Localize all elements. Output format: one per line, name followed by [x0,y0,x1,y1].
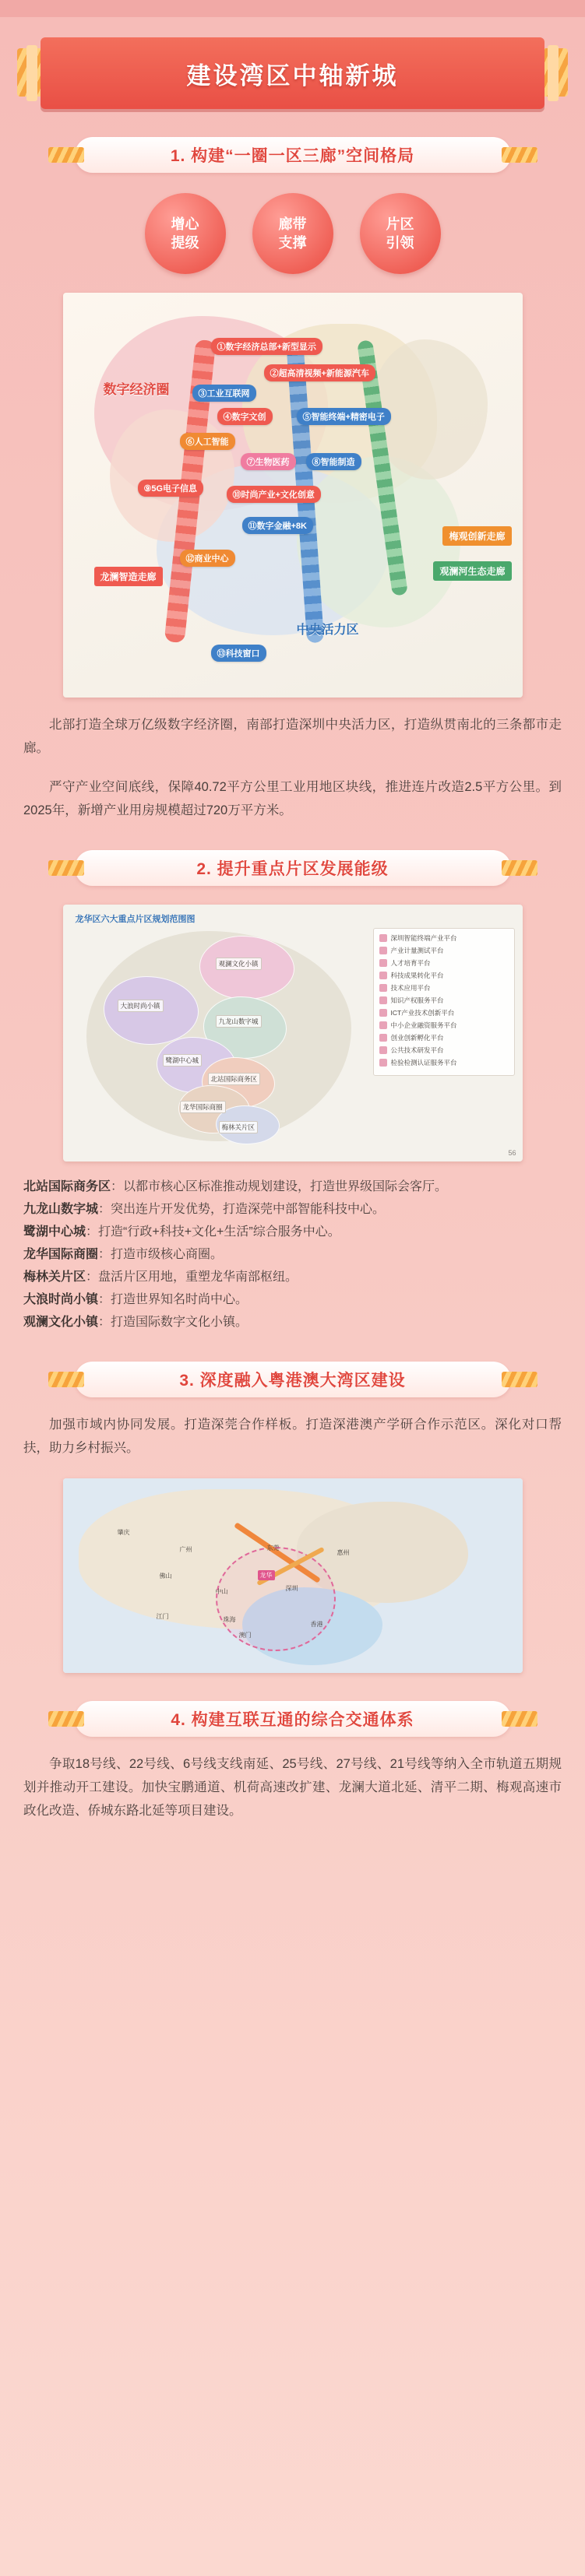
legend-dot-icon [379,1046,387,1054]
figure-key-districts-map [63,905,523,1161]
pill-2-line2: 支撑 [278,235,307,251]
map1-tag-5: ⑤智能终端+精密电子 [297,408,391,425]
section-heading-2 [75,850,511,886]
map1-tag-2: ②超高清视频+新能源汽车 [264,364,375,381]
legend-item-4 [379,983,509,993]
map1-tag-6: ⑥人工智能 [180,433,235,450]
map2-label-beizhan: 北站国际商务区 [208,1073,261,1085]
figure-greater-bay-area-map [63,1478,523,1673]
page-title: 建设湾区中轴新城 [186,62,399,90]
pill-1 [145,193,226,274]
bullet-name-3: 龙华国际商圈 [23,1248,99,1261]
pill-1-line1: 增心 [171,216,199,232]
map1-label-meiguan-corridor: 梅观创新走廊 [442,526,511,546]
list-item [23,1311,562,1334]
legend-item-9 [379,1046,509,1055]
map3-bay-area-ring [216,1547,336,1651]
section-4-paragraph-1: 争取18号线、22号线、6号线支线南延、25号线、27号线、21号线等纳入全市轨道五期规划并推动开工建设。加快宝鹏通道、机荷高速改扩建、龙澜大道北延、清平二期、梅观高速市政化改造、侨城东路北延等项目建设。 [23,1757,562,1818]
banner-ribbon [41,37,544,109]
map2-label-dalang: 大浪时尚小镇 [118,1000,164,1012]
bullet-name-2: 鹭湖中心城 [23,1225,86,1239]
legend-dot-icon [379,1059,387,1067]
section-1-paragraph-1: 北部打造全球万亿级数字经济圈，南部打造深圳中央活力区，打造纵贯南北的三条都市走廊。 [23,718,562,755]
section-heading-2-label: 2. 提升重点片区发展能级 [196,860,389,878]
map1-label-central-activity-zone: 中央活力区 [296,624,359,637]
pill-3-line1: 片区 [386,216,414,232]
legend-dot-icon [379,1009,387,1017]
map3-canvas [63,1478,523,1673]
pill-2 [252,193,333,274]
legend-dot-icon [379,996,387,1004]
legend-item-7 [379,1021,509,1030]
top-strip [0,0,585,17]
map1-tag-7: ⑦生物医药 [241,453,296,470]
list-item [23,1221,562,1243]
legend-label-2: 人才培育平台 [390,959,431,967]
list-item [23,1266,562,1288]
map1-tag-4: ④数字文创 [217,408,273,425]
map1-label-guanlan-eco-corridor: 观澜河生态走廊 [433,561,511,581]
map1-tag-8: ⑧智能制造 [306,453,361,470]
legend-dot-icon [379,984,387,992]
section-heading-4-label: 4. 构建互联互通的综合交通体系 [171,1711,414,1729]
map1-tag-10: ⑩时尚产业+文化创意 [227,486,321,503]
section-heading-1-label: 1. 构建“一圈一区三廊”空间格局 [170,147,415,165]
legend-item-6 [379,1008,509,1017]
map3-label-hongkong: 香港 [310,1621,323,1628]
list-item [23,1176,562,1198]
map1-tag-12: ⑫商业中心 [180,550,235,567]
legend-item-10 [379,1058,509,1067]
page-banner [17,37,568,109]
map3-label-foshan: 佛山 [159,1573,172,1580]
bullet-text-0: ：以都市核心区标准推动规划建设，打造世界级国际会客厅。 [111,1180,448,1193]
bullet-name-0: 北站国际商务区 [23,1180,111,1193]
legend-label-0: 深圳智能终端产业平台 [390,934,457,942]
map2-label-jiulongshan: 九龙山数字城 [216,1015,262,1028]
section-heading-3-label: 3. 深度融入粤港澳大湾区建设 [179,1372,406,1390]
map1-tag-9: ⑨5G电子信息 [138,480,204,497]
legend-label-3: 科技成果转化平台 [390,972,444,979]
bullet-name-4: 梅林关片区 [23,1270,86,1284]
legend-item-0 [379,933,509,943]
bullet-name-5: 大浪时尚小镇 [23,1293,99,1306]
legend-dot-icon [379,947,387,954]
map3-label-zhuhai: 珠海 [223,1616,236,1623]
map2-label-guanlan: 观澜文化小镇 [216,958,262,970]
figure-spatial-pattern-map [63,293,523,698]
map3-label-shenzhen: 深圳 [285,1585,298,1592]
map1-tag-3: ③工业互联网 [192,385,256,402]
legend-item-2 [379,958,509,968]
map3-label-huizhou: 惠州 [337,1549,350,1556]
section-3-paragraph-1: 加强市域内协同发展。打造深莞合作样板。打造深港澳产学研合作示范区。深化对口帮扶，助力乡村振兴。 [23,1418,562,1455]
section-heading-1 [75,137,511,173]
bullet-name-1: 九龙山数字城 [23,1203,99,1216]
map1-tag-1: ①数字经济总部+新型显示 [211,338,322,355]
list-item [23,1198,562,1221]
legend-label-5: 知识产权服务平台 [390,996,444,1004]
legend-item-3 [379,971,509,980]
legend-label-7: 中小企业融资服务平台 [390,1021,457,1029]
bullet-text-3: ：打造市级核心商圈。 [98,1248,224,1261]
map2-label-longhua-business: 龙华国际商圈 [180,1101,226,1113]
bullet-text-6: ：打造国际数字文化小镇。 [98,1316,248,1329]
legend-label-6: ICT产业技术创新平台 [390,1009,455,1017]
map3-label-guangzhou: 广州 [179,1546,192,1553]
map1-label-digital-economy-circle: 数字经济圈 [103,382,170,397]
map2-canvas [63,905,523,1161]
map1-canvas [63,293,523,698]
map3-label-macau: 澳门 [238,1632,252,1639]
map2-title: 龙华区六大重点片区规划范围图 [75,915,196,924]
pill-row [0,193,585,274]
legend-dot-icon [379,1021,387,1029]
map1-tag-13: ⑬科技窗口 [211,645,266,662]
map2-page-number: 56 [508,1149,516,1157]
legend-label-4: 技术应用平台 [390,984,431,992]
pill-1-line2: 提级 [171,235,199,251]
map3-label-dongguan: 东莞 [266,1545,280,1552]
list-item [23,1288,562,1311]
section-2-bullet-list [23,1176,562,1334]
map3-tag-longhua: 龙华 [258,1570,275,1580]
pill-3-line2: 引领 [386,235,414,251]
pill-3 [360,193,441,274]
map2-legend-card [373,928,515,1076]
legend-item-8 [379,1033,509,1042]
legend-dot-icon [379,972,387,979]
pill-2-line1: 廊带 [278,216,307,232]
legend-dot-icon [379,959,387,967]
map2-label-meilinguan: 梅林关片区 [219,1121,259,1133]
legend-item-5 [379,996,509,1005]
map3-label-zhongshan: 中山 [215,1588,228,1595]
legend-dot-icon [379,934,387,942]
map3-label-jiangmen: 江门 [156,1613,169,1620]
legend-label-10: 检验检测认证服务平台 [390,1059,457,1067]
section-1-paragraph-2: 严守产业空间底线，保障40.72平方公里工业用地区块线，推进连片改造2.5平方公里。到2025年，新增产业用房规模超过720万平方米。 [23,780,562,817]
bullet-text-2: ：打造“行政+科技+文化+生活”综合服务中心。 [86,1225,340,1239]
bullet-text-4: ：盘活片区用地，重塑龙华南部枢纽。 [86,1270,298,1284]
map1-label-longlan-corridor: 龙澜智造走廊 [94,567,163,586]
bullet-text-5: ：打造世界知名时尚中心。 [98,1293,248,1306]
section-heading-4 [75,1701,511,1737]
list-item [23,1243,562,1266]
section-heading-3 [75,1362,511,1397]
legend-dot-icon [379,1034,387,1042]
bullet-name-6: 观澜文化小镇 [23,1316,99,1329]
map3-label-zhaoqing: 肇庆 [117,1529,130,1536]
map1-tag-11: ⑪数字金融+8K [242,517,314,534]
legend-label-9: 公共技术研发平台 [390,1046,444,1054]
bullet-text-1: ：突出连片开发优势，打造深莞中部智能科技中心。 [98,1203,386,1216]
legend-item-1 [379,946,509,955]
legend-label-8: 创业创新孵化平台 [390,1034,444,1042]
legend-label-1: 产业计量测试平台 [390,947,444,954]
map2-label-luhu: 鹭湖中心城 [163,1054,203,1067]
